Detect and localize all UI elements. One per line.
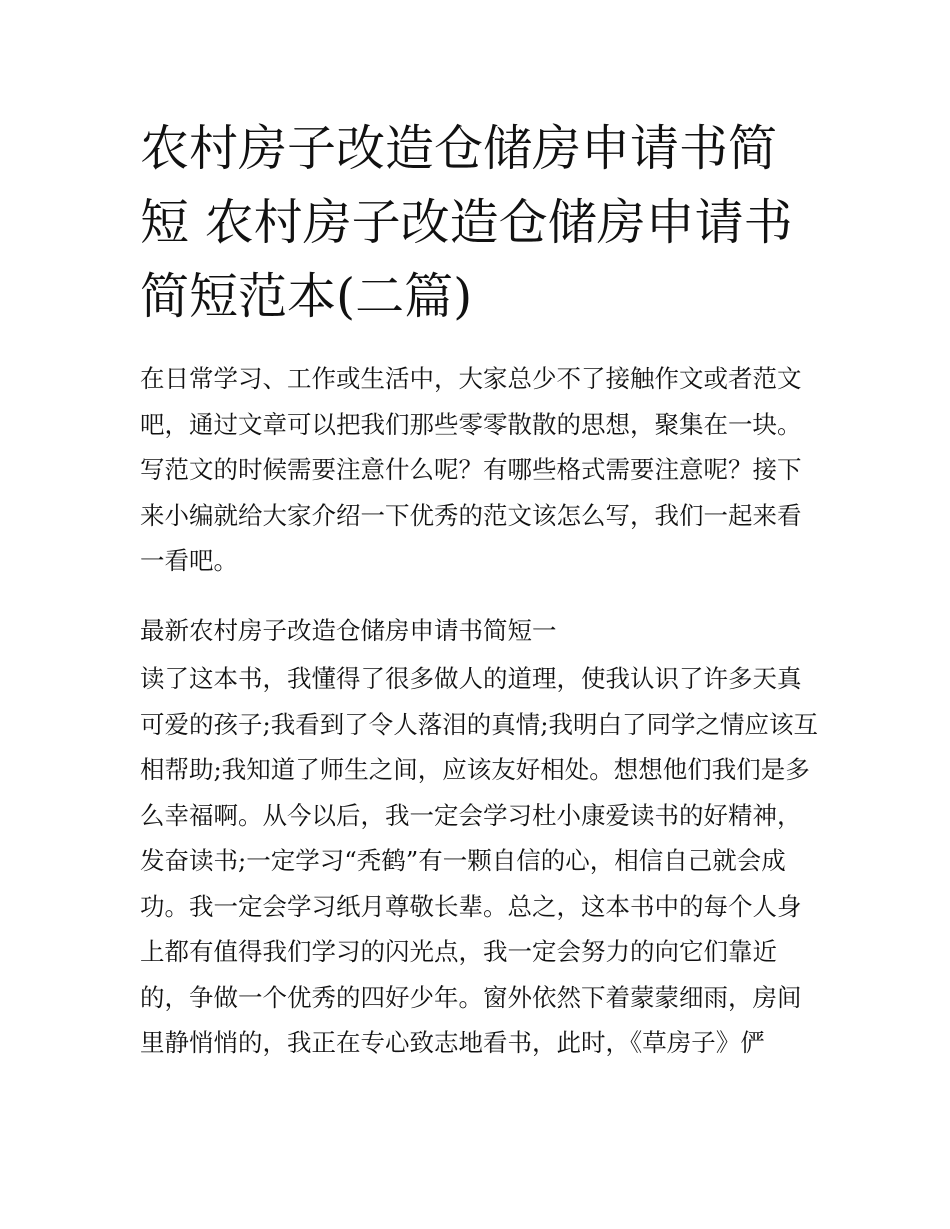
- intro-paragraph: 在日常学习、工作或生活中，大家总少不了接触作文或者范文吧，通过文章可以把我们那些零零散散的思想，聚集在一块。写范文的时候需要注意什么呢？有哪些格式需要注意呢？接下来小编就给大家介绍一下优秀的范文该怎么写，我们一起来看一看吧。: [140, 364, 802, 575]
- section-body-paragraph: 读了这本书，我懂得了很多做人的道理，使我认识了许多天真可爱的孩子;我看到了令人落泪的真情;我明白了同学之情应该互相帮助;我知道了师生之间，应该友好相处。想想他们我们是多么幸福啊。从今以后，我一定会学习杜小康爱读书的好精神，发奋读书;一定学习“秃鹤”有一颗自信的心，相信自己就会成功。我一定会学习纸月尊敬长辈。总之，这本书中的每个人身上都有值得我们学习的闪光点，我一定会努力的向它们靠近的，争做一个优秀的四好少年。窗外依然下着蒙蒙细雨，房间里静悄悄的，我正在专心致志地看书，此时，《草房子》俨: [140, 664, 819, 1057]
- section-heading: 最新农村房子改造仓储房申请书简短一: [140, 616, 557, 645]
- document-title: 农村房子改造仓储房申请书简短 农村房子改造仓储房申请书简短范本(二篇): [140, 120, 793, 325]
